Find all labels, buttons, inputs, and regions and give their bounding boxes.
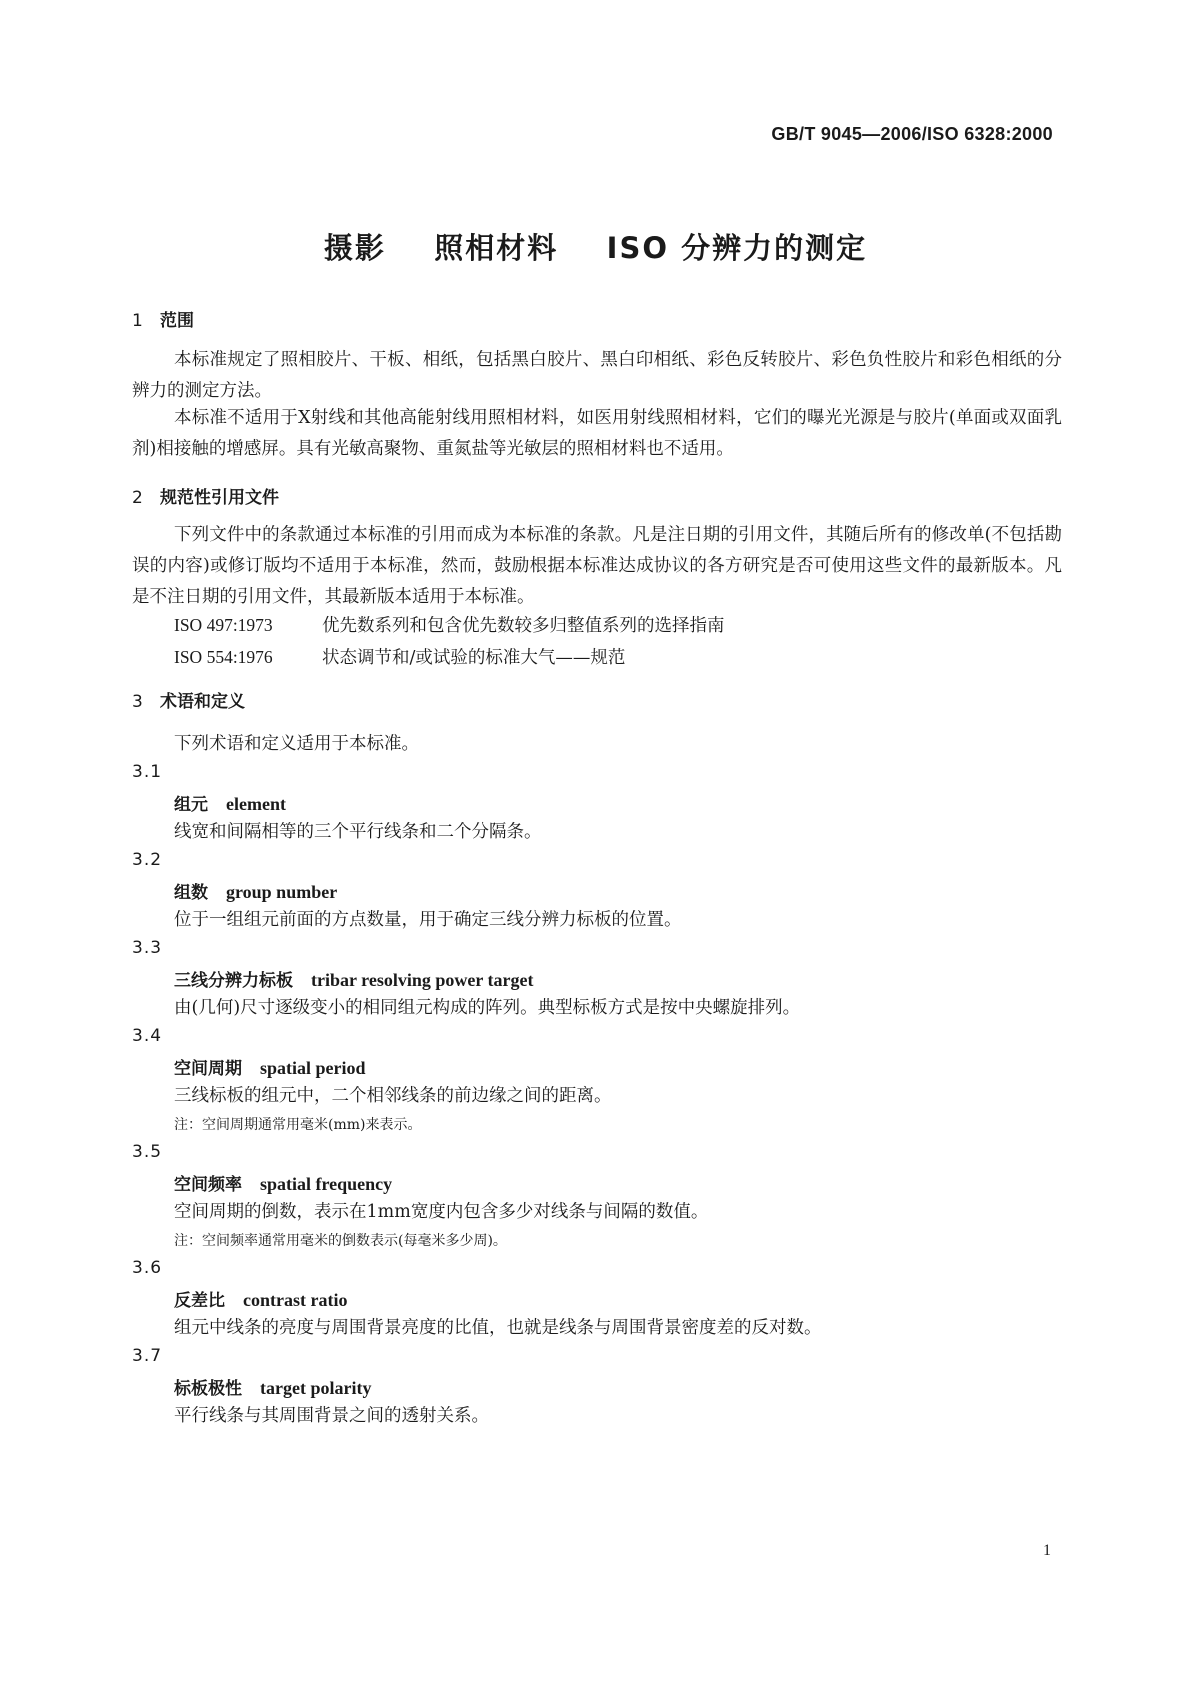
section-number: 3 [132, 692, 143, 712]
document-title: 摄影 照相材料 ISO 分辨力的测定 [323, 231, 868, 265]
term-number: 3.1 [132, 762, 163, 782]
term-definition: 平行线条与其周围背景之间的透射关系。 [174, 1406, 489, 1426]
section-number: 2 [132, 488, 143, 508]
term-zh: 反差比 [174, 1291, 225, 1311]
section-1-paragraph-2: 本标准不适用于X射线和其他高能射线用照相材料，如医用射线照相材料，它们的曝光光源是与胶片(单面或双面乳剂)相接触的增感屏。具有光敏高聚物、重氮盐等光敏层的照相材料也不适用。 [132, 408, 1062, 459]
term-zh: 空间频率 [174, 1175, 242, 1195]
reference-title: 状态调节和/或试验的标准大气——规范 [322, 648, 626, 668]
term-name [174, 966, 533, 991]
section-1-paragraph-1: 本标准规定了照相胶片、干板、相纸，包括黑白胶片、黑白印相纸、彩色反转胶片、彩色负性胶片和彩色相纸的分辨力的测定方法。 [132, 350, 1062, 401]
term-number: 3.6 [132, 1258, 163, 1278]
section-1-heading [132, 306, 194, 331]
term-name [174, 1054, 366, 1079]
term-zh: 三线分辨力标板 [174, 971, 293, 991]
term-number: 3.3 [132, 938, 163, 958]
term-zh: 组元 [174, 795, 208, 815]
term-zh: 空间周期 [174, 1059, 242, 1079]
term-note: 注：空间频率通常用毫米的倒数表示(每毫米多少周)。 [174, 1233, 507, 1249]
term-number: 3.4 [132, 1026, 163, 1046]
section-2-heading [132, 483, 279, 508]
section-number: 1 [132, 311, 143, 331]
term-name [174, 1286, 347, 1311]
term-definition: 位于一组组元前面的方点数量，用于确定三线分辨力标板的位置。 [174, 910, 682, 930]
section-title: 规范性引用文件 [160, 488, 279, 508]
term-zh: 标板极性 [174, 1379, 242, 1399]
term-en: contrast ratio [243, 1290, 348, 1310]
term-name [174, 1374, 371, 1399]
term-number: 3.7 [132, 1346, 163, 1366]
reference-item [174, 644, 625, 669]
reference-item [174, 612, 725, 637]
standard-code: GB/T 9045—2006/ISO 6328:2000 [771, 124, 1053, 144]
term-note: 注：空间周期通常用毫米(mm)来表示。 [174, 1117, 422, 1133]
reference-code: ISO 554:1976 [174, 647, 273, 667]
page-number: 1 [1043, 1542, 1051, 1559]
term-definition: 空间周期的倒数，表示在1mm宽度内包含多少对线条与间隔的数值。 [174, 1202, 709, 1222]
reference-code: ISO 497:1973 [174, 615, 273, 635]
term-name [174, 1170, 392, 1195]
term-en: element [226, 794, 286, 814]
reference-title: 优先数系列和包含优先数较多归整值系列的选择指南 [322, 616, 725, 636]
term-definition: 组元中线条的亮度与周围背景亮度的比值，也就是线条与周围背景密度差的反对数。 [174, 1318, 822, 1338]
term-name [174, 878, 337, 903]
term-number: 3.5 [132, 1142, 163, 1162]
term-en: group number [226, 882, 338, 902]
term-en: spatial frequency [260, 1174, 393, 1194]
section-3-heading [132, 687, 245, 712]
term-definition: 由(几何)尺寸逐级变小的相同组元构成的阵列。典型标板方式是按中央螺旋排列。 [174, 998, 801, 1018]
term-definition: 线宽和间隔相等的三个平行线条和二个分隔条。 [174, 822, 542, 842]
term-zh: 组数 [174, 883, 208, 903]
term-en: target polarity [260, 1378, 372, 1398]
term-definition: 三线标板的组元中，二个相邻线条的前边缘之间的距离。 [174, 1086, 612, 1106]
section-title: 范围 [160, 311, 194, 331]
term-en: tribar resolving power target [311, 970, 534, 990]
term-number: 3.2 [132, 850, 163, 870]
term-en: spatial period [260, 1058, 366, 1078]
section-title: 术语和定义 [160, 692, 245, 712]
section-3-intro: 下列术语和定义适用于本标准。 [174, 734, 419, 754]
term-name [174, 790, 286, 815]
section-2-paragraph-1: 下列文件中的条款通过本标准的引用而成为本标准的条款。凡是注日期的引用文件，其随后所有的修改单(不包括勘误的内容)或修订版均不适用于本标准，然而，鼓励根据本标准达成协议的各方研究是否可使用这些文件的最新版本。凡是不注日期的引用文件，其最新版本适用于本标准。 [132, 525, 1062, 607]
